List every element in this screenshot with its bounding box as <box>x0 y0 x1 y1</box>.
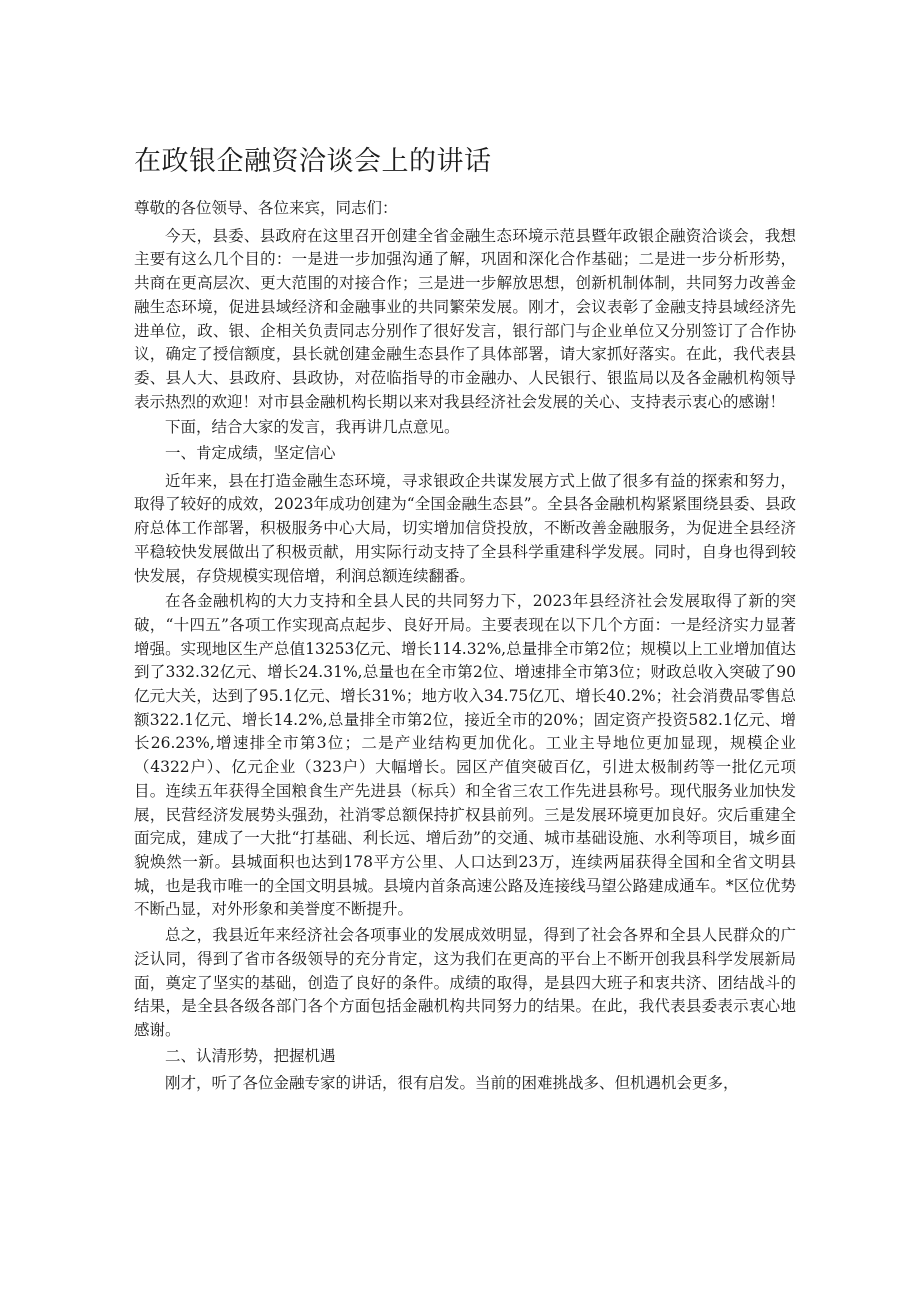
section-heading-1: 一、肯定成绩，坚定信心 <box>165 444 336 463</box>
paragraph-transition: 下面，结合大家的发言，我再讲几点意见。 <box>165 418 460 437</box>
document-body <box>134 197 796 1098</box>
section1-paragraph: 总之，我县近年来经济社会各项事业的发展成效明显，得到了社会各界和全县人民群众的广泛认同，得到了省市各级领导的充分肯定，这为我们在更高的平台上不断开创我县科学发展新局面，奠定了坚实的基础，创造了良好的条件。成绩的取得，是县四大班子和衷共济、团结战斗的结果，是全县各级各部门各个方面包括金融机构共同努力的结果。在此，我代表县委表示衷心地感谢。 <box>134 926 796 1039</box>
section1-paragraph: 近年来，县在打造金融生态环境，寻求银政企共谋发展方式上做了很多有益的探索和努力，取得了较好的成效，2023年成功创建为“全国金融生态县”。全县各金融机构紧紧围绕县委、县政府总体工作部署，积极服务中心大局，切实增加信贷投放，不断改善金融服务，为促进全县经济平稳较快发展做出了积极贡献，用实际行动支持了全县科学重建科学发展。同时，自身也得到较快发展，存贷规模实现倍增，利润总额连续翻番。 <box>134 471 796 585</box>
paragraph-opening: 今天，县委、县政府在这里召开创建全省金融生态环境示范县暨年政银企融资洽谈会，我想主要有这么几个目的：一是进一步加强沟通了解，巩固和深化合作基础；二是进一步分析形势，共商在更高层次、更大范围的对接合作；三是进一步解放思想，创新机制体制，共同努力改善金融生态环境，促进县域经济和金融事业的共同繁荣发展。刚才，会议表彰了金融支持县域经济先进单位，政、银、企相关负责同志分别作了很好发言，银行部门与企业单位又分别签订了合作协议，确定了授信额度，县长就创建金融生态县作了具体部署，请大家抓好落实。在此，我代表县委、县人大、县政府、县政协，对莅临指导的市金融办、人民银行、银监局以及各金融机构领导表示热烈的欢迎！对市县金融机构长期以来对我县经济社会发展的关心、支持表示衷心的感谢！ <box>134 226 796 411</box>
document-title: 在政银企融资洽谈会上的讲话 <box>134 146 492 177</box>
section-heading-2: 二、认清形势，把握机遇 <box>165 1046 336 1065</box>
section1-paragraph: 在各金融机构的大力支持和全县人民的共同努力下，2023年县经济社会发展取得了新的突破，“十四五”各项工作实现高点起步、良好开局。主要表现在以下几个方面：一是经济实力显著增强。实现地区生产总值13253亿元、增长114.32%,总量排全市第2位；规模以上工业增加值达到了332.32亿元、增长24.31%,总量也在全市第2位、增速排全市第3位；财政总收入突破了90亿元大关，达到了95.1亿元、增长31%；地方收入34.75亿兀、增长40.2%；社会消费品零售总额322.1亿元、增长14.2%,总量排全市第2位，接近全市的20%；固定资产投资582.1亿元、增长26.23%,增速排全市第3位；二是产业结构更加优化。工业主导地位更加显现，规模企业（4322户）、亿元企业（323户）大幅增长。园区产值突破百亿，引进太极制药等一批亿元项目。连续五年获得全国粮食生产先进县（标兵）和全省三农工作先进县称号。现代服务业加快发展，民营经济发展势头强劲，社消零总额保持扩权县前列。三是发展环境更加良好。灾后重建全面完成，建成了一大批“打基础、利长远、增后劲”的交通、城市基础设施、水利等项目，城乡面貌焕然一新。县城面积也达到178平方公里、人口达到23万，连续两届获得全国和全省文明县城，也是我市唯一的全国文明县城。县境内首条高速公路及连接线马望公路建成通车。*区位优势不断凸显，对外形象和美誉度不断提升。 <box>134 592 796 919</box>
salutation: 尊敬的各位领导、各位来宾，同志们： <box>134 199 398 217</box>
section2-paragraph: 刚才，听了各位金融专家的讲话，很有启发。当前的困难挑战多、但机遇机会更多， <box>165 1074 739 1093</box>
